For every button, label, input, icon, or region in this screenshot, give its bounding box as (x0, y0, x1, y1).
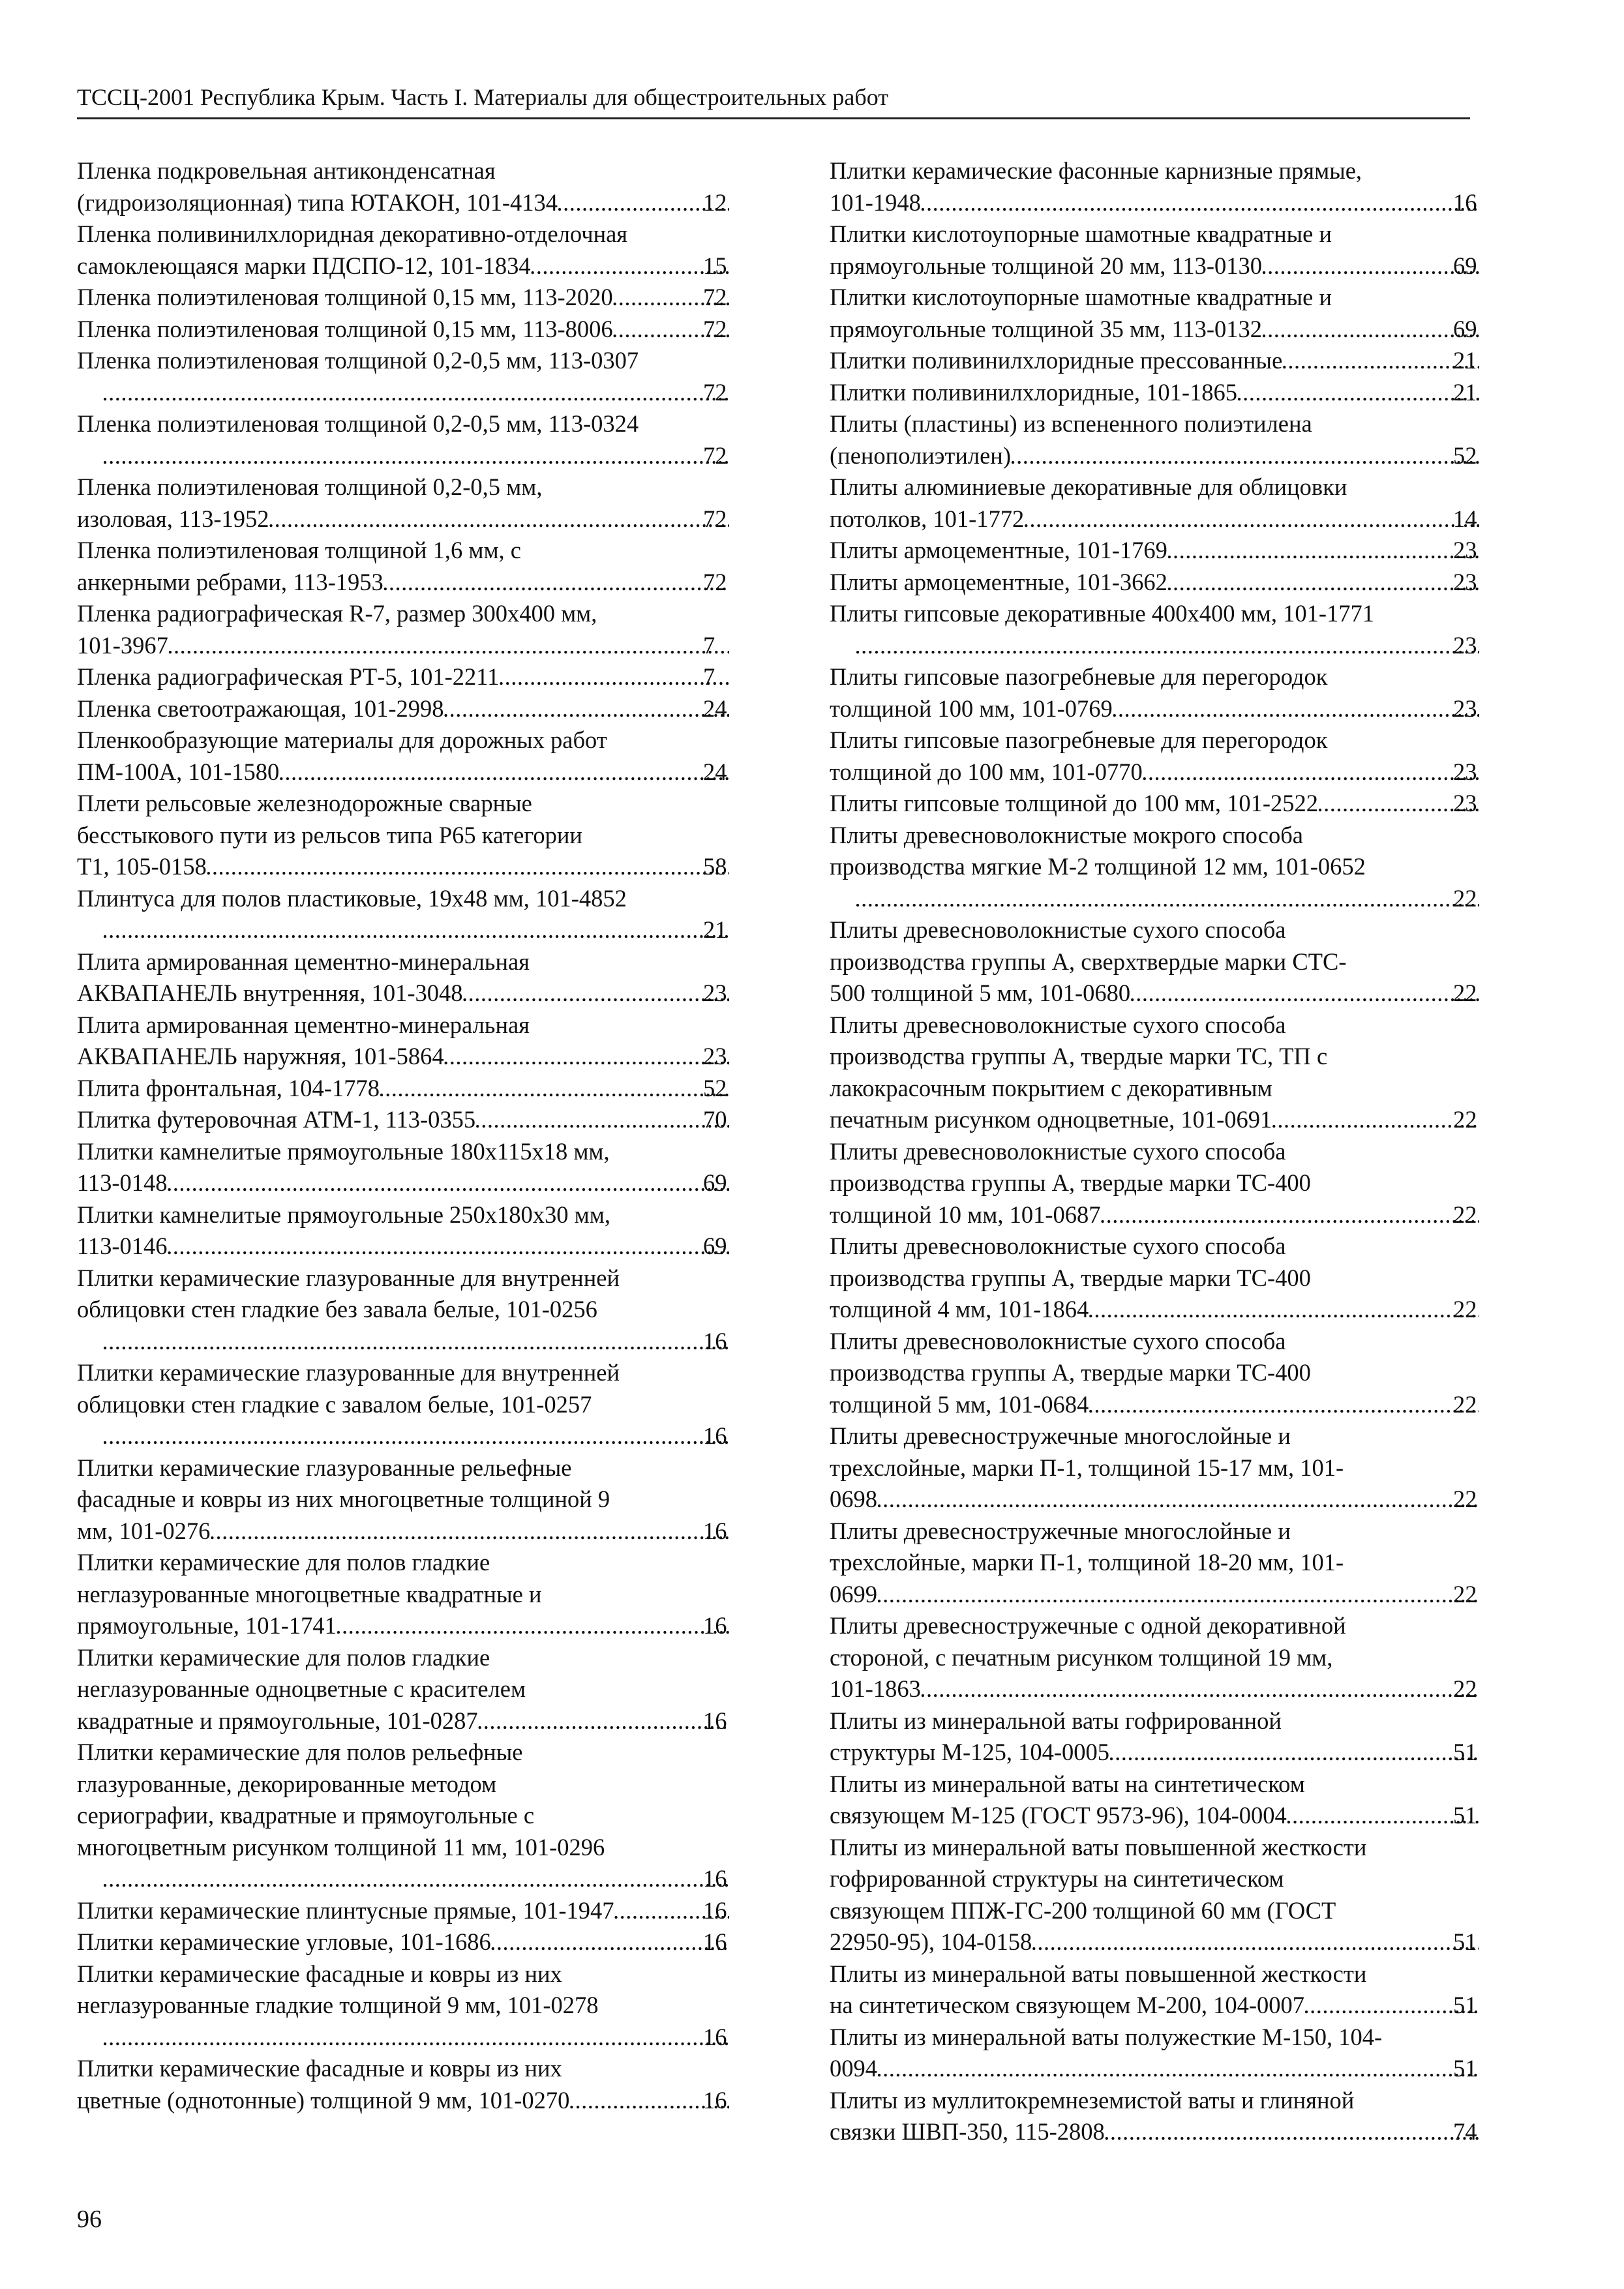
entry-text-line: лакокрасочным покрытием с декоративным (830, 1074, 1272, 1101)
entry-leader-line: Т1, 105-0158 ..... 58 (103, 851, 729, 883)
entry-leader-line: ..... 72 (103, 377, 729, 409)
entry-text-line: производства группы А, твердые марки ТС-400 (830, 1264, 1311, 1291)
dot-leader (1282, 345, 1479, 377)
index-entry (830, 377, 1479, 409)
entry-text-line: трехслойные, марки П-1, толщиной 15-17 мм, 101- (830, 1454, 1344, 1481)
entry-text-line: производства группы А, твердые марки ТС-400 (830, 1359, 1311, 1386)
dot-leader (475, 1104, 729, 1136)
dot-leader (207, 851, 729, 883)
entry-leader-line: ..... 23 (856, 630, 1479, 662)
index-entry (830, 1231, 1479, 1326)
index-entry (830, 1516, 1479, 1611)
dot-leader (921, 1673, 1479, 1705)
entry-text: Пленка полиэтиленовая толщиной 0,15 мм, 113-2020 (77, 284, 613, 310)
index-entry (77, 1263, 729, 1358)
dot-leader (478, 1705, 729, 1737)
index-entry (77, 598, 729, 661)
entry-leader-line: 113-0146 ..... 69 (103, 1231, 729, 1263)
entry-leader-line: толщиной до 100 мм, 101-0770 ..... 23 (856, 756, 1479, 788)
entry-text-line: Пленка подкровельная антиконденсатная (77, 157, 496, 184)
running-header (77, 80, 1470, 119)
dot-leader (877, 1579, 1479, 1611)
entry-text-line: Плиты из минеральной ваты повышенной жесткости (830, 1833, 1367, 1861)
entry-text: 113-0148 (77, 1169, 168, 1196)
dot-leader (1024, 503, 1479, 535)
index-entry (77, 788, 729, 883)
index-entry (77, 725, 729, 788)
dot-leader (1130, 978, 1479, 1010)
entry-leader-line: Пленка радиографическая РТ-5, 101-2211 ..... 7 (103, 661, 729, 693)
entry-text: 101-1863 (830, 1675, 921, 1702)
entry-text-line: многоцветным рисунком толщиной 11 мм, 101-0296 (77, 1833, 605, 1861)
entry-text-line: Плети рельсовые железнодорожные сварные (77, 790, 532, 816)
entry-text: АКВАПАНЕЛЬ внутренняя, 101-3048 (77, 980, 463, 1006)
entry-text-line: Плитки керамические фасонные карнизные прямые, (830, 157, 1362, 184)
index-entry (77, 345, 729, 408)
index-entry (77, 1136, 729, 1199)
dot-leader (168, 630, 729, 662)
index-entry (77, 408, 729, 471)
index-entry (830, 914, 1479, 1010)
entry-text: Плитки поливинилхлоридные, 101-1865 (830, 378, 1238, 406)
entry-text-line: Плитки керамические для полов гладкие (77, 1549, 490, 1576)
index-entry (77, 314, 729, 346)
entry-text-line: облицовки стен гладкие без завала белые, 101-0256 (77, 1296, 597, 1323)
entry-leader-line: ..... 16 (103, 1863, 729, 1895)
index-entry (830, 1136, 1479, 1231)
index-entry (77, 1357, 729, 1452)
entry-leader-line: Плитки поливинилхлоридные, 101-1865 ..... 21 (856, 377, 1479, 409)
entry-text: Плитка футеровочная АТМ-1, 113-0355 (77, 1106, 476, 1133)
entry-text: 500 толщиной 5 мм, 101-0680 (830, 980, 1131, 1006)
entry-text: Плиты армоцементные, 101-3662 (830, 568, 1167, 595)
index-entry (77, 2053, 729, 2116)
index-entry (830, 155, 1479, 218)
entry-text-line: облицовки стен гладкие с завалом белые, 101-0257 (77, 1390, 592, 1418)
index-entry (77, 1073, 729, 1105)
index-entry (77, 946, 729, 1010)
index-entry (77, 471, 729, 535)
entry-text-line: Пленкообразующие материалы для дорожных работ (77, 726, 607, 753)
entry-leader-line: ..... 16 (103, 1420, 729, 1452)
index-entry (830, 345, 1479, 377)
dot-leader (463, 978, 729, 1010)
entry-text-line: Плиты древесноволокнистые сухого способа (830, 916, 1286, 943)
entry-leader-line: Плитка футеровочная АТМ-1, 113-0355 ..... 70 (103, 1104, 729, 1136)
entry-text: 113-0146 (77, 1233, 168, 1259)
entry-leader-line: 101-3967 ..... 7 (103, 630, 729, 662)
entry-leader-line: Плитки керамические угловые, 101-1686 ..... 16 (103, 1926, 729, 1958)
dot-leader (877, 2053, 1479, 2085)
entry-leader-line: АКВАПАНЕЛЬ внутренняя, 101-3048 ..... 23 (103, 978, 729, 1010)
entry-text: ПМ-100А, 101-1580 (77, 758, 280, 785)
dot-leader (856, 630, 1479, 662)
dot-leader (1167, 535, 1479, 567)
entry-text-line: Плитки керамические для полов рельефные (77, 1739, 523, 1765)
index-entry (830, 820, 1479, 915)
entry-text: (пенополиэтилен) (830, 441, 1011, 469)
entry-leader-line: прямоугольные, 101-1741 ..... 16 (103, 1610, 729, 1642)
entry-text-line: Плита армированная цементно-минеральная (77, 948, 530, 975)
entry-text-line: бесстыкового пути из рельсов типа Р65 категории (77, 821, 582, 848)
index-entry (77, 155, 729, 218)
entry-leader-line: связки ШВП-350, 115-2808 ..... 74 (856, 2116, 1479, 2148)
entry-leader-line: квадратные и прямоугольные, 101-0287 ..... 16 (103, 1705, 729, 1737)
dot-leader (491, 1926, 729, 1958)
index-entry (77, 1199, 729, 1263)
entry-text-line: Плитки керамические глазурованные рельефные (77, 1454, 572, 1481)
dot-leader (210, 1516, 729, 1548)
entry-text-line: Пленка поливинилхлоридная декоративно-отделочная (77, 220, 628, 247)
index-entry (830, 218, 1479, 282)
dot-leader (1237, 377, 1479, 409)
index-entry (830, 788, 1479, 820)
entry-text-line: Плиты гипсовые пазогребневые для перегородок (830, 663, 1328, 690)
entry-text-line: Плитки керамические для полов гладкие (77, 1643, 490, 1671)
entry-leader-line: структуры М-125, 104-0005 ..... 51 (856, 1737, 1479, 1769)
entry-leader-line: (гидроизоляционная) типа ЮТАКОН, 101-4134 ..... 12 (103, 187, 729, 219)
index-entry (830, 1832, 1479, 1958)
entry-leader-line: ..... 22 (856, 883, 1479, 915)
entry-text-line: Плиты древесностружечные многослойные и (830, 1422, 1291, 1449)
entry-text-line: Плиты древесноволокнистые мокрого способа (830, 821, 1303, 848)
index-entry (830, 1958, 1479, 2022)
entry-text-line: Плитки керамические глазурованные для внутренней (77, 1264, 620, 1291)
dot-leader (1287, 1800, 1479, 1832)
entry-text-line: Пленка полиэтиленовая толщиной 1,6 мм, с (77, 537, 522, 563)
entry-text-line: производства группы А, сверхтвердые марки СТС- (830, 948, 1347, 975)
entry-text-line: фасадные и ковры из них многоцветные толщиной 9 (77, 1486, 610, 1512)
entry-text: печатным рисунком одноцветные, 101-0691 (830, 1106, 1272, 1133)
entry-text-line: гофрированной структуры на синтетическом (830, 1865, 1284, 1892)
entry-text-line: Плитки керамические фасадные и ковры из них (77, 1960, 562, 1987)
entry-leader-line: Плитки поливинилхлоридные прессованные ..... 21 (856, 345, 1479, 377)
entry-leader-line: АКВАПАНЕЛЬ наружняя, 101-5864 ..... 23 (103, 1041, 729, 1073)
entry-text-line: Плитки кислотоупорные шамотные квадратные и (830, 284, 1332, 310)
entry-text-line: связующем ППЖ-ГС-200 толщиной 60 мм (ГОСТ (830, 1896, 1336, 1924)
index-entry (830, 1326, 1479, 1421)
entry-leader-line: изоловая, 113-1952 ..... 72 (103, 503, 729, 535)
page-number: 96 (77, 2206, 102, 2233)
index-entry (77, 1010, 729, 1073)
entry-text-line: Плиты древесноволокнистые сухого способа (830, 1011, 1286, 1038)
entry-text-line: стороной, с печатным рисунком толщиной 19 мм, (830, 1643, 1333, 1671)
entry-leader-line: толщиной 10 мм, 101-0687 ..... 22 (856, 1199, 1479, 1231)
index-entry (830, 1010, 1479, 1136)
entry-text-line: Плитки керамические глазурованные для внутренней (77, 1359, 620, 1386)
entry-text: (гидроизоляционная) типа ЮТАКОН, 101-4134 (77, 188, 558, 216)
entry-text-line: Плиты алюминиевые декоративные для облицовки (830, 473, 1347, 500)
entry-leader-line: анкерными ребрами, 113-1953 ..... 72 (103, 567, 729, 599)
index-entry (77, 1642, 729, 1737)
dot-leader (1167, 567, 1479, 599)
entry-text: цветные (однотонные) толщиной 9 мм, 101-0270 (77, 2086, 570, 2114)
entry-leader-line: 22950-95), 104-0158 ..... 51 (856, 1926, 1479, 1958)
entry-text-line: Плиты древесностружечные многослойные и (830, 1517, 1291, 1544)
index-entry (830, 471, 1479, 535)
index-column-right (830, 155, 1479, 2148)
entry-text-line: Плинтуса для полов пластиковые, 19х48 мм, 101-4852 (77, 884, 627, 912)
entry-text: Плиты армоцементные, 101-1769 (830, 537, 1167, 563)
entry-leader-line: самоклеющаяся марки ПДСПО-12, 101-1834 ..... 15 (103, 250, 729, 282)
entry-text: прямоугольные толщиной 20 мм, 113-0130 (830, 252, 1263, 279)
entry-text-line: Плитки камнелитые прямоугольные 180х115х18 мм, (77, 1137, 610, 1165)
entry-leader-line: Пленка светоотражающая, 101-2998 ..... 24 (103, 693, 729, 725)
entry-text-line: Пленка полиэтиленовая толщиной 0,2-0,5 мм, 113-0307 (77, 347, 639, 374)
index-entry (830, 1610, 1479, 1705)
dot-leader (103, 914, 729, 946)
entry-text: Плитки керамические плинтусные прямые, 101-1947 (77, 1896, 614, 1924)
entry-text-line: Плиты из минеральной ваты повышенной жесткости (830, 1960, 1367, 1987)
entry-text: Пленка светоотражающая, 101-2998 (77, 695, 444, 722)
entry-text-line: Плиты из минеральной ваты гофрированной (830, 1707, 1282, 1734)
entry-text: связующем М-125 (ГОСТ 9573-96), 104-0004 (830, 1802, 1287, 1829)
entry-leader-line: Плиты гипсовые толщиной до 100 мм, 101-2522 ..... 23 (856, 788, 1479, 820)
entry-text: Пленка полиэтиленовая толщиной 0,15 мм, 113-8006 (77, 315, 613, 342)
dot-leader (269, 503, 729, 535)
entry-leader-line: 101-1863 ..... 22 (856, 1673, 1479, 1705)
entry-text-line: Плиты древесностружечные с одной декоративной (830, 1612, 1346, 1639)
dot-leader (877, 1484, 1479, 1516)
index-entry (77, 1547, 729, 1642)
dot-leader (1101, 1199, 1479, 1231)
entry-leader-line: 0698 ..... 22 (856, 1484, 1479, 1516)
entry-text: АКВАПАНЕЛЬ наружняя, 101-5864 (77, 1043, 444, 1070)
index-entry (77, 1452, 729, 1548)
entry-leader-line: ..... 16 (103, 2022, 729, 2054)
index-entry (830, 1705, 1479, 1769)
entry-leader-line: потолков, 101-1772 ..... 14 (856, 503, 1479, 535)
entry-text-line: неглазурованные одноцветные с красителем (77, 1675, 526, 1702)
dot-leader (1272, 1104, 1479, 1136)
entry-leader-line: мм, 101-0276 ..... 16 (103, 1516, 729, 1548)
entry-leader-line: толщиной 4 мм, 101-1864 ..... 22 (856, 1294, 1479, 1326)
index-entry (77, 282, 729, 314)
entry-text-line: Плиты гипсовые пазогребневые для перегородок (830, 726, 1328, 753)
entry-text-line: Пленка полиэтиленовая толщиной 0,2-0,5 мм, (77, 473, 543, 500)
entry-text-line: производства группы А, твердые марки ТС, ТП с (830, 1043, 1328, 1070)
dot-leader (1262, 250, 1479, 282)
entry-leader-line: Плиты армоцементные, 101-1769 ..... 23 (856, 535, 1479, 567)
dot-leader (337, 1610, 729, 1642)
dot-leader (856, 883, 1479, 915)
entry-text-line: производства мягкие М-2 толщиной 12 мм, 101-0652 (830, 853, 1366, 880)
index-entry (830, 535, 1479, 567)
dot-leader (1089, 1294, 1479, 1326)
entry-leader-line: прямоугольные толщиной 35 мм, 113-0132 ..... 69 (856, 314, 1479, 346)
dot-leader (499, 661, 729, 693)
index-column-left (77, 155, 729, 2116)
index-entry (830, 725, 1479, 788)
entry-text: 0094 (830, 2055, 877, 2082)
entry-text-line: Плиты древесноволокнистые сухого способа (830, 1137, 1286, 1165)
entry-leader-line: 0094 ..... 51 (856, 2053, 1479, 2085)
entry-text-line: Плиты из минеральной ваты полужесткие М-150, 104- (830, 2023, 1383, 2050)
dot-leader (380, 1073, 729, 1105)
index-entry (77, 1895, 729, 1927)
index-entry (830, 2085, 1479, 2148)
entry-leader-line: ..... 16 (103, 1326, 729, 1358)
index-entry (830, 598, 1479, 661)
entry-text: мм, 101-0276 (77, 1517, 211, 1544)
entry-text-line: трехслойные, марки П-1, толщиной 18-20 мм, 101- (830, 1549, 1344, 1576)
entry-text-line: Плиты (пластины) из вспененного полиэтилена (830, 410, 1312, 437)
index-entry (77, 1926, 729, 1958)
entry-text: 0698 (830, 1486, 877, 1512)
entry-leader-line: на синтетическом связующем М-200, 104-0007 ..... 51 (856, 1990, 1479, 2022)
dot-leader (1113, 693, 1479, 725)
dot-leader (1109, 1737, 1479, 1769)
dot-leader (103, 440, 729, 472)
entry-text-line: Плиты древесноволокнистые сухого способа (830, 1233, 1286, 1259)
entry-text-line: Плиты из муллитокремнеземистой ваты и глиняной (830, 2086, 1355, 2114)
entry-leader-line: Пленка полиэтиленовая толщиной 0,15 мм, 113-8006 ..... 72 (103, 314, 729, 346)
index-entry (77, 883, 729, 946)
index-entry (830, 1769, 1479, 1832)
entry-text-line: Плитки керамические фасадные и ковры из них (77, 2055, 562, 2082)
entry-leader-line: ПМ-100А, 101-1580 ..... 24 (103, 756, 729, 788)
index-entry (830, 282, 1479, 345)
entry-text-line: Плиты из минеральной ваты на синтетическом (830, 1770, 1305, 1797)
entry-leader-line: прямоугольные толщиной 20 мм, 113-0130 ..... 69 (856, 250, 1479, 282)
entry-leader-line: 500 толщиной 5 мм, 101-0680 ..... 22 (856, 978, 1479, 1010)
entry-text: изоловая, 113-1952 (77, 505, 269, 532)
entry-text: Плитки керамические угловые, 101-1686 (77, 1928, 491, 1955)
dot-leader (1143, 756, 1479, 788)
entry-text: Плита фронтальная, 104-1778 (77, 1074, 380, 1101)
entry-text: толщиной 4 мм, 101-1864 (830, 1296, 1089, 1323)
entry-text: структуры М-125, 104-0005 (830, 1739, 1109, 1765)
dot-leader (103, 377, 729, 409)
dot-leader (103, 1326, 729, 1358)
index-entry (77, 693, 729, 725)
entry-leader-line: Пленка полиэтиленовая толщиной 0,15 мм, 113-2020 ..... 72 (103, 282, 729, 314)
entry-text-line: производства группы А, твердые марки ТС-400 (830, 1169, 1311, 1196)
entry-leader-line: толщиной 100 мм, 101-0769 ..... 23 (856, 693, 1479, 725)
entry-leader-line: Плита фронтальная, 104-1778 ..... 52 (103, 1073, 729, 1105)
entry-leader-line: цветные (однотонные) толщиной 9 мм, 101-0270 ..... 16 (103, 2085, 729, 2117)
entry-leader-line: Плитки керамические плинтусные прямые, 101-1947 ..... 16 (103, 1895, 729, 1927)
header-title: ТССЦ-2001 Республика Крым. Часть I. Материалы для общестроительных работ (77, 84, 888, 110)
dot-leader (279, 756, 729, 788)
index-entry (830, 567, 1479, 599)
entry-leader-line: ..... 72 (103, 440, 729, 472)
entry-text-line: Пленка радиографическая R-7, размер 300х400 мм, (77, 600, 597, 627)
dot-leader (103, 1420, 729, 1452)
dot-leader (383, 567, 729, 599)
entry-text: Т1, 105-0158 (77, 853, 207, 880)
index-entry (830, 2022, 1479, 2085)
entry-leader-line: толщиной 5 мм, 101-0684 ..... 22 (856, 1389, 1479, 1421)
entry-text: связки ШВП-350, 115-2808 (830, 2118, 1105, 2145)
entry-leader-line: ..... 21 (103, 914, 729, 946)
entry-text: толщиной 5 мм, 101-0684 (830, 1390, 1089, 1418)
dot-leader (103, 1863, 729, 1895)
entry-text: потолков, 101-1772 (830, 505, 1025, 532)
dot-leader (168, 1167, 729, 1199)
entry-text: прямоугольные, 101-1741 (77, 1612, 337, 1639)
entry-text-line: Плитки камнелитые прямоугольные 250х180х30 мм, (77, 1201, 611, 1228)
entry-text-line: неглазурованные многоцветные квадратные и (77, 1580, 542, 1608)
entry-text: 22950-95), 104-0158 (830, 1928, 1032, 1955)
dot-leader (1105, 2116, 1479, 2148)
entry-leader-line: 113-0148 ..... 69 (103, 1167, 729, 1199)
dot-leader (921, 187, 1479, 219)
entry-text: 101-3967 (77, 631, 168, 659)
dot-leader (168, 1231, 729, 1263)
entry-text: анкерными ребрами, 113-1953 (77, 568, 383, 595)
index-entry (830, 408, 1479, 471)
entry-text: 0699 (830, 1580, 877, 1608)
entry-text: на синтетическом связующем М-200, 104-0007 (830, 1992, 1305, 2018)
dot-leader (1262, 314, 1479, 346)
dot-leader (1011, 440, 1479, 472)
index-entry (77, 535, 729, 598)
index-entry (830, 1420, 1479, 1516)
entry-leader-line: Плиты армоцементные, 101-3662 ..... 23 (856, 567, 1479, 599)
entry-leader-line: печатным рисунком одноцветные, 101-0691 ..... 22 (856, 1104, 1479, 1136)
dot-leader (1089, 1389, 1479, 1421)
entry-leader-line: 101-1948 ..... 16 (856, 187, 1479, 219)
entry-leader-line: (пенополиэтилен) ..... 52 (856, 440, 1479, 472)
dot-leader (531, 250, 729, 282)
entry-text-line: Плиты древесноволокнистые сухого способа (830, 1327, 1286, 1354)
entry-text: квадратные и прямоугольные, 101-0287 (77, 1707, 478, 1734)
dot-leader (444, 693, 729, 725)
entry-text-line: неглазурованные гладкие толщиной 9 мм, 101-0278 (77, 1992, 599, 2018)
entry-text-line: сериографии, квадратные и прямоугольные с (77, 1802, 535, 1829)
entry-text: Пленка радиографическая РТ-5, 101-2211 (77, 663, 500, 690)
entry-leader-line: связующем М-125 (ГОСТ 9573-96), 104-0004 ..... 51 (856, 1800, 1479, 1832)
entry-text-line: Плита армированная цементно-минеральная (77, 1011, 530, 1038)
entry-leader-line: 0699 ..... 22 (856, 1579, 1479, 1611)
entry-text: толщиной до 100 мм, 101-0770 (830, 758, 1143, 785)
dot-leader (103, 2022, 729, 2054)
entry-text: 101-1948 (830, 188, 921, 216)
index-entry (77, 1958, 729, 2054)
entry-text: самоклеющаяся марки ПДСПО-12, 101-1834 (77, 252, 531, 279)
index-entry (77, 661, 729, 693)
entry-text: толщиной 10 мм, 101-0687 (830, 1201, 1101, 1228)
entry-text-line: глазурованные, декорированные методом (77, 1770, 497, 1797)
index-entry (77, 1104, 729, 1136)
dot-leader (1032, 1926, 1479, 1958)
entry-text-line: Плитки кислотоупорные шамотные квадратные и (830, 220, 1332, 247)
entry-text-line: Плиты гипсовые декоративные 400х400 мм, 101-1771 (830, 600, 1375, 627)
entry-text: прямоугольные толщиной 35 мм, 113-0132 (830, 315, 1263, 342)
entry-text: толщиной 100 мм, 101-0769 (830, 695, 1113, 722)
index-entry (77, 1737, 729, 1895)
entry-text-line: Пленка полиэтиленовая толщиной 0,2-0,5 мм, 113-0324 (77, 410, 639, 437)
index-entry (77, 218, 729, 282)
dot-leader (444, 1041, 729, 1073)
entry-text: Плитки поливинилхлоридные прессованные (830, 347, 1283, 374)
index-entry (830, 661, 1479, 725)
entry-text: Плиты гипсовые толщиной до 100 мм, 101-2522 (830, 790, 1318, 816)
